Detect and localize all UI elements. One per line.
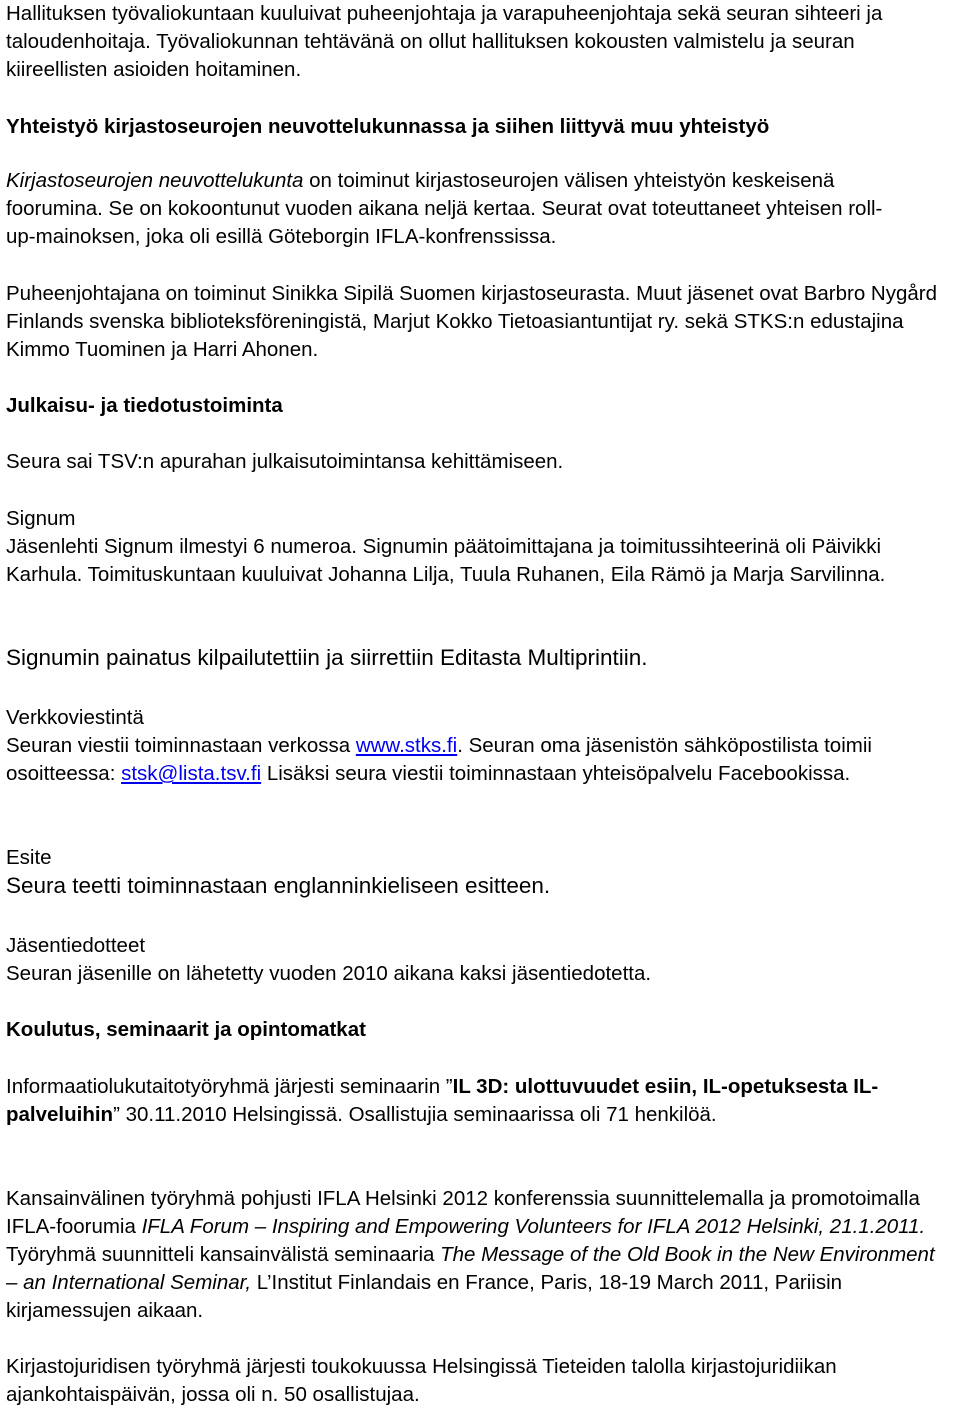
seminar-title: The Message of the Old Book in the New Environment – an International Seminar,: [6, 1243, 935, 1294]
intro-paragraph: Hallituksen työvaliokuntaan kuuluivat puheenjohtaja ja varapuheenjohtaja sekä seuran sihteeri ja taloudenhoitaja. Työvaliokunnan tehtävänä on ollut hallituksen kokousten valmistelu ja seuran kiireellisten asioiden hoitaminen.: [6, 2, 883, 81]
verkko-text-1: Seuran viestii toiminnastaan verkossa: [6, 734, 356, 757]
jasentiedotteet-title: Jäsentiedotteet: [6, 934, 146, 957]
jasentiedotteet-text: Seuran jäsenille on lähetetty vuoden 2010 aikana kaksi jäsentiedotetta.: [6, 962, 652, 985]
esite-text: Seura teetti toiminnastaan englanninkieliseen esitteen.: [6, 873, 551, 898]
verkko-text-2: . Seuran oma jäsenistön sähköpostilista toimii osoitteessa:: [6, 734, 872, 785]
neuvottelukunta-name: Kirjastoseurojen neuvottelukunta: [6, 169, 304, 192]
ifla-forum-title: IFLA Forum – Inspiring and Empowering Volunteers for IFLA 2012 Helsinki, 21.1.2011.: [141, 1215, 926, 1238]
seminaari-text-2: ” 30.11.2010 Helsingissä. Osallistujia seminaarissa oli 71 henkilöä.: [113, 1103, 717, 1126]
puheenjohtaja-paragraph: Puheenjohtajana on toiminut Sinikka Sipilä Suomen kirjastoseurasta. Muut jäsenet ovat Barbro Nygård Finlands svenska biblioteksföreningistä, Marjut Kokko Tietoasiantuntijat ry. sekä STKS:n edustajina Kimmo Tuominen ja Harri Ahonen.: [6, 282, 937, 361]
tsv-paragraph: Seura sai TSV:n apurahan julkaisutoimintansa kehittämiseen.: [6, 450, 564, 473]
kansainvalinen-paragraph: [6, 1185, 951, 1325]
neuvottelukunta-text: on toiminut kirjastoseurojen välisen yhteistyön keskeisenä foorumina. Se on kokoontunut vuoden aikana neljä kertaa. Seurat ovat toteuttaneet yhteisen roll-up-mainoksen, joka oli esillä Göteborgin IFLA-konfrenssissa.: [6, 169, 883, 248]
heading-koulutus: Koulutus, seminaarit ja opintomatkat: [6, 1018, 366, 1041]
seminaari-title: IL 3D: ulottuvuudet esiin, IL-opetuksesta IL-palveluihin: [6, 1075, 879, 1126]
mailing-list-link[interactable]: stsk@lista.tsv.fi: [121, 762, 262, 785]
heading-julkaisu: Julkaisu- ja tiedotustoiminta: [6, 394, 283, 417]
stks-website-link[interactable]: www.stks.fi: [355, 734, 458, 757]
verkko-paragraph: [6, 732, 956, 788]
neuvottelukunta-paragraph: [6, 167, 906, 251]
signum-painatus: Signumin painatus kilpailutettiin ja siirrettiin Editasta Multiprintiin.: [6, 645, 648, 670]
esite-title: Esite: [6, 846, 52, 869]
seminaari-text-1: Informaatiolukutaitotyöryhmä järjesti seminaarin ”: [6, 1075, 453, 1098]
kansainvalinen-text-3: L’Institut Finlandais en France, Paris, 18-19 March 2011, Pariisin kirjamessujen aikaan.: [6, 1271, 843, 1322]
kirjastojuridiikka-paragraph: Kirjastojuridisen työryhmä järjesti toukokuussa Helsingissä Tieteiden talolla kirjastojuridiikan ajankohtaispäivän, jossa oli n. 50 osallistujaa.: [6, 1355, 837, 1406]
verkko-title: Verkkoviestintä: [6, 706, 144, 729]
kansainvalinen-text-1: Kansainvälinen työryhmä pohjusti IFLA Helsinki 2012 konferenssia suunnittelemalla ja promotoimalla IFLA-foorumia: [6, 1187, 920, 1238]
seminaari-paragraph: [6, 1073, 941, 1129]
signum-paragraph: Jäsenlehti Signum ilmestyi 6 numeroa. Signumin päätoimittajana ja toimitussihteerinä oli Päivikki Karhula. Toimituskuntaan kuuluivat Johanna Lilja, Tuula Ruhanen, Eila Rämö ja Marja Sarvilinna.: [6, 535, 886, 586]
kansainvalinen-text-2: Työryhmä suunnitteli kansainvälistä seminaaria: [6, 1243, 441, 1266]
verkko-text-3: Lisäksi seura viestii toiminnastaan yhteisöpalvelu Facebookissa.: [261, 762, 851, 785]
heading-yhteistyo: Yhteistyö kirjastoseurojen neuvottelukunnassa ja siihen liittyvä muu yhteistyö: [6, 115, 770, 138]
signum-title: Signum: [6, 507, 76, 530]
